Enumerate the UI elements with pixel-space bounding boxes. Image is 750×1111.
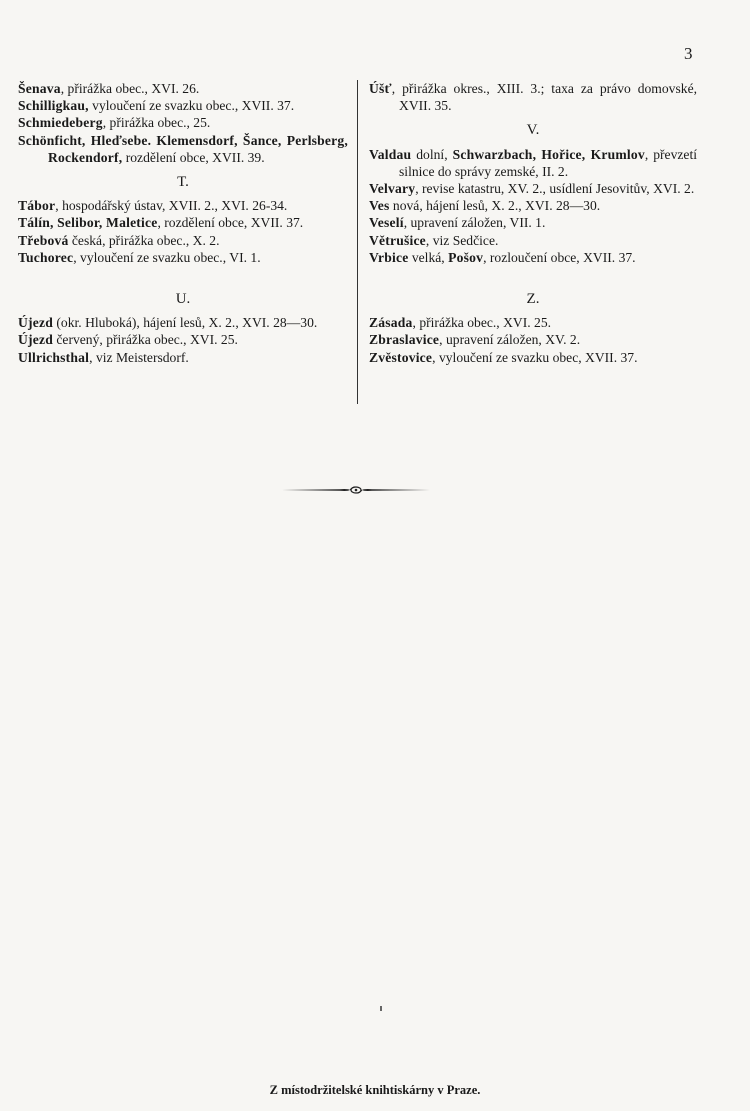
entry-place-name: Schilligkau,	[18, 98, 89, 114]
index-entry	[18, 349, 348, 366]
index-entry	[18, 114, 348, 131]
entry-detail: , přirážka okres., XIII. 3.; taxa za právo domovské, XVII. 35.	[391, 81, 697, 114]
section-letter: V.	[526, 122, 540, 139]
section-spacer	[369, 266, 697, 283]
index-entry	[369, 249, 697, 266]
entry-place-name: Úšť	[369, 81, 392, 96]
entry-place-name: Ves	[369, 198, 390, 214]
index-entry	[18, 232, 348, 249]
entry-detail: červený, přirážka obec., XVI. 25.	[52, 332, 238, 348]
entry-detail: , převzetí silnice do správy zemské, II. 2.	[399, 146, 697, 179]
index-entry	[369, 146, 697, 180]
entry-place-name: Veselí	[369, 215, 404, 231]
entry-detail: , přirážka obec., XVI. 25.	[412, 315, 552, 331]
entry-detail: , viz Sedčice.	[425, 232, 499, 248]
entry-detail: , revise katastru, XV. 2., usídlení Jesovitův, XVI. 2.	[415, 181, 695, 197]
entry-place-name: Pošov	[448, 249, 484, 265]
entry-detail: , viz Meistersdorf.	[89, 349, 189, 365]
index-entry	[18, 80, 348, 97]
entry-detail: , upravení záložen, XV. 2.	[439, 332, 581, 348]
entry-place-name: Větrušice	[369, 232, 426, 248]
entry-place-name: Zbraslavice	[369, 332, 440, 348]
index-entry	[18, 97, 348, 114]
entry-place-name: Újezd	[18, 315, 53, 331]
section-letter: T.	[177, 174, 189, 191]
index-entry	[369, 232, 697, 249]
section-letter: U.	[175, 291, 191, 308]
entry-place-name: Zvěstovice	[369, 349, 433, 365]
entry-detail: rozdělení obce, XVII. 39.	[122, 149, 265, 165]
entry-place-name: Vrbice	[369, 249, 409, 265]
entry-place-name: Tálín, Selibor, Maletice	[18, 215, 158, 231]
index-entry	[18, 132, 348, 166]
entry-detail: , vyloučení ze svazku obec., VI. 1.	[73, 249, 261, 265]
section-spacer	[18, 266, 348, 283]
column-divider	[357, 80, 358, 404]
entry-detail: , přirážka obec., 25.	[102, 115, 211, 131]
entry-place-name: Schönficht, Hleďsebe. Klemensdorf, Šance, Perlsberg, Rockendorf,	[18, 132, 348, 165]
printer-imprint: Z místodržitelské knihtiskárny v Praze.	[269, 1083, 481, 1097]
entry-detail: vyloučení ze svazku obec., XVII. 37.	[88, 98, 295, 114]
print-speck	[380, 1006, 382, 1011]
entry-place-name: Schmiedeberg	[18, 115, 103, 131]
entry-place-name: Valdau	[369, 146, 412, 162]
index-entry	[369, 349, 697, 366]
left-column	[18, 80, 348, 366]
index-entry	[18, 249, 348, 266]
entry-place-name: Schwarzbach, Hořice, Krumlov	[452, 146, 645, 162]
entry-place-name: Velvary	[369, 181, 416, 197]
entry-detail: , upravení záložen, VII. 1.	[403, 215, 546, 231]
ornament-divider	[280, 482, 432, 498]
entry-place-name: Zásada	[369, 315, 413, 331]
index-entry	[18, 197, 348, 214]
entry-place-name: Újezd	[18, 332, 53, 348]
index-entry	[369, 314, 697, 331]
index-entry	[18, 314, 348, 331]
page-number: 3	[684, 44, 693, 63]
entry-detail: , rozdělení obce, XVII. 37.	[157, 215, 304, 231]
entry-detail: , hospodářský ústav, XVII. 2., XVI. 26-34.	[55, 198, 288, 214]
index-entry	[369, 331, 697, 348]
entry-place-name: Ullrichsthal	[18, 349, 90, 365]
entry-detail: , rozloučení obce, XVII. 37.	[483, 249, 636, 265]
entry-place-name: Tábor	[18, 198, 56, 214]
entry-detail: , přirážka obec., XVI. 26.	[60, 81, 200, 96]
index-entry	[369, 180, 697, 197]
entry-place-name: Šenava	[18, 81, 61, 96]
entry-detail: česká, přirážka obec., X. 2.	[68, 232, 220, 248]
entry-place-name: Třebová	[18, 232, 69, 248]
index-entry	[369, 80, 697, 114]
right-column	[369, 80, 697, 366]
section-letter: Z.	[526, 291, 540, 308]
index-entry	[369, 197, 697, 214]
entry-detail: (okr. Hluboká), hájení lesů, X. 2., XVI. 28—30.	[52, 315, 318, 331]
entry-detail: velká,	[408, 249, 449, 265]
entry-detail: dolní,	[411, 146, 453, 162]
index-entry	[18, 331, 348, 348]
index-entry	[18, 214, 348, 231]
entry-place-name: Tuchorec	[18, 249, 74, 265]
entry-detail: nová, hájení lesů, X. 2., XVI. 28—30.	[389, 198, 601, 214]
entry-detail: , vyloučení ze svazku obec, XVII. 37.	[432, 349, 638, 365]
index-entry	[369, 214, 697, 231]
